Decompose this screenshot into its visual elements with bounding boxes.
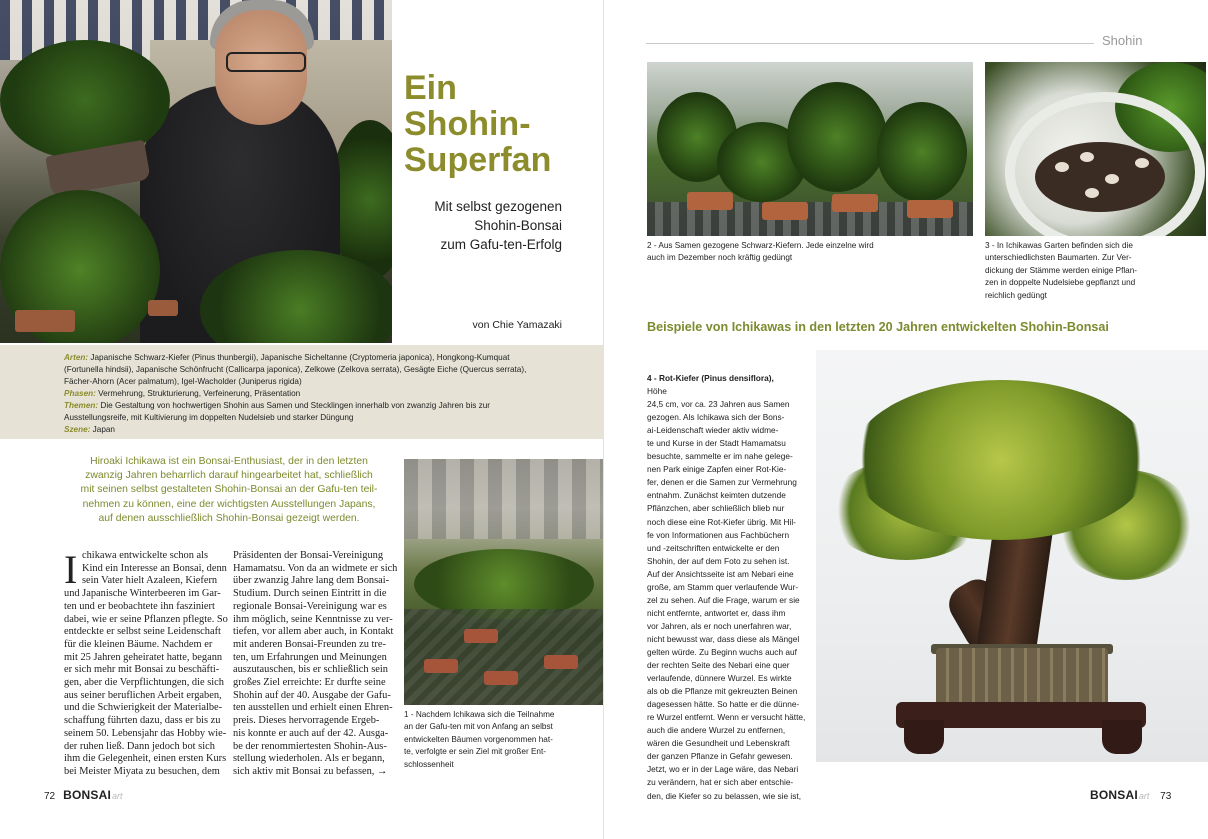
body-line: dabei, wie er seine Pflanzen pflegte. So (64, 613, 228, 625)
body-line: chikawa entwickelte schon als (82, 550, 209, 561)
author-byline: von Chie Yamazaki (472, 319, 562, 331)
page-number-right: 73 (1160, 791, 1172, 802)
body-line: als ob die Pflanze mit gekreuzten Beinen (647, 686, 798, 697)
body-column-2 (233, 550, 398, 779)
info-arten-text: Japanische Schwarz-Kiefer (Pinus thunbergii), Japanische Sicheltanne (Cryptomeria japonica), Hongkong-Kumquat (Fortunella hindsii), Japanische Schönfrucht (Callicarpa japonica), Zelkowe (Zelkova serrata), Gesägte Eiche (Quercus serrata), Fächer-Ahorn (Acer palmatum), Igel-Wacholder (Juniperus rigida) (64, 353, 527, 386)
info-szene-text: Japan (92, 425, 115, 434)
footer-left (44, 788, 123, 802)
body-line: nicht entfernte, antwortet er, dass ihm (647, 607, 786, 618)
caption-line: te, verfolgte er sein Ziel mit großer Ent- (404, 747, 546, 757)
body-line: ihm möglich, seine Kenntnisse zu ver- (233, 613, 393, 625)
article-title (404, 70, 594, 178)
subtitle-line-2: Shohin-Bonsai (474, 218, 562, 233)
caption-line: an der Gafu-ten mit von Anfang an selbst (404, 722, 553, 732)
body-line: nen Park einige Zapfen einer Rot-Kie- (647, 464, 787, 475)
body-line: und -zeitschriften entwickelte er den (647, 542, 780, 553)
body-line: entdeckte er selbst seine Leidenschaft (64, 626, 221, 638)
body-line: mit anderen Bonsai-Freunden zu tre- (233, 638, 386, 650)
info-box (0, 345, 604, 439)
caption-3 (985, 240, 1206, 302)
body-line: wären die Gesundheit und Lebenskraft (647, 738, 790, 749)
body-line: gelten würde. Zu Beginn wuchs auch auf (647, 646, 797, 657)
title-line-1: Ein (404, 69, 457, 107)
info-themen (64, 400, 544, 424)
title-line-3: Superfan (404, 141, 552, 179)
body-line: te und Kurse in der Stadt Hamamatsu (647, 438, 786, 449)
body-line: zu verändern, hat er sich aber entschie- (647, 777, 794, 788)
body-line: Jetzt, wo er in der Lage wäre, das Nebari (647, 764, 799, 775)
body-line: seinem 50. Lebensjahr das Hobby wie- (64, 727, 227, 739)
body-line: zel zu sehen. Auf die Frage, warum er sie (647, 594, 800, 605)
photo-4-red-pine-bonsai (816, 350, 1208, 762)
caption-line: dickung der Stämme werden einige Pflan- (985, 265, 1138, 275)
body-line: preis. Dieses hervorragende Ergeb- (233, 715, 380, 727)
examples-heading: Beispiele von Ichikawas in den letzten 20 Jahren entwickelten Shohin-Bonsai (647, 320, 1109, 334)
body-line: der ruhen ließ. Dann jedoch bot sich (64, 740, 215, 752)
bonsai-art-logo: BONSAI (1090, 788, 1138, 802)
body-line: schaffung führten dazu, dass er bis zu (64, 715, 221, 727)
body-line: sich aktiv mit Bonsai zu befassen, → (233, 765, 388, 777)
intro-paragraph (64, 455, 394, 526)
photo-1-garden-benches (404, 459, 604, 705)
body-line: auch die andere Wurzel zu entfernen, (647, 725, 786, 736)
info-phasen-text: Vermehrung, Strukturierung, Verfeinerung, Präsentation (98, 389, 301, 398)
article-subtitle (404, 197, 562, 254)
body-line: besuchte, sammelte er im nahe gelege- (647, 451, 793, 462)
intro-line: zwanzig Jahren beharrlich darauf hingearbeitet hat, schließlich (85, 470, 373, 482)
info-szene (64, 424, 544, 436)
body-line: er sich mehr mit Bonsai zu beschäfti- (64, 664, 220, 676)
body-line: Shohin, der auf dem Foto zu sehen ist. (647, 555, 790, 566)
page-number-left: 72 (44, 791, 56, 802)
body-line: ihm die Gelegenheit, einen ersten Kurs (64, 753, 227, 765)
photo-2-black-pine-seedlings (647, 62, 973, 236)
body-line: der ganzen Pflanze in Gefahr gewesen. (647, 751, 793, 762)
intro-line: auf denen ausschließlich Shohin-Bonsai gezeigt werden. (98, 512, 360, 524)
body-line: gezogen. Als Ichikawa sich der Bons- (647, 412, 785, 423)
info-arten-label: Arten: (64, 353, 89, 362)
intro-line: mit seinen selbst gestalteten Shohin-Bonsai an der Gafu-ten teil- (80, 484, 378, 496)
body-line: Shohin auf der 40. Ausgabe der Gafu- (233, 689, 391, 701)
body-line: noch diese eine Rot-Kiefer übrig. Mit Hil- (647, 516, 796, 527)
caption-line: 1 - Nachdem Ichikawa sich die Teilnahme (404, 710, 555, 719)
caption-line: 2 - Aus Samen gezogene Schwarz-Kiefern. Jede einzelne wird (647, 241, 874, 250)
body-line: ai-Leidenschaft wieder aktiv widme- (647, 425, 779, 436)
caption-1 (404, 709, 604, 771)
info-arten (64, 352, 544, 388)
caption-line: reichlich gedüngt (985, 290, 1047, 300)
body-line: re Wurzel entfernt. Wenn er versucht hätte, (647, 712, 806, 723)
body-line: verlaufende, dünnere Wurzel. Es wirkte (647, 673, 792, 684)
intro-line: nehmen zu können, eine der wichtigsten Ausstellungen Japans, (82, 498, 376, 510)
body-line (647, 372, 807, 398)
body-line: dagesessen hätte. So hatte er die dünne- (647, 699, 800, 710)
photo-3-colander-planting (985, 62, 1206, 236)
body-line: Pflänzchen, aber schließlich blieb nur (647, 503, 785, 514)
info-phasen (64, 388, 544, 400)
caption-line: schlossenheit (404, 759, 454, 769)
body-line: Kind ein Interesse an Bonsai, denn (82, 562, 227, 574)
photo-4-description (647, 372, 807, 803)
body-line: für die kleinen Bäume. Nachdem er (64, 638, 213, 650)
body-line: gen, aber die Verpflichtungen, die sich (64, 677, 224, 689)
body-line: ten, um Erfahrungen und Meinungen (233, 651, 387, 663)
body-column-1 (64, 547, 228, 779)
info-themen-label: Themen: (64, 401, 99, 410)
body-line: über zwanzig Jahre lang dem Bonsai- (233, 575, 390, 587)
section-label: Shohin (1102, 33, 1143, 48)
body-line: ten und er beobachtete ihn fasziniert (64, 600, 215, 612)
body-line-rest: Höhe (647, 386, 667, 397)
body-line: und Japanische Winterbeeren im Gar- (64, 588, 221, 600)
logo-suffix: art (1138, 791, 1150, 801)
info-szene-label: Szene: (64, 425, 91, 434)
subtitle-line-3: zum Gafu-ten-Erfolg (440, 237, 562, 252)
body-line: regionale Bonsai-Vereinigung war es (233, 600, 387, 612)
species-label: 4 - Rot-Kiefer (Pinus densiflora), (647, 373, 774, 383)
body-line: stellung wiederholen. Als er begann, (233, 753, 385, 765)
body-line: be der renommiertesten Shohin-Aus- (233, 740, 387, 752)
body-line: und die Schwierigkeit der Materialbe- (64, 702, 223, 714)
drop-cap: I (64, 547, 78, 592)
right-page (604, 0, 1208, 839)
caption-line: zen in doppelte Nudelsiebe gepflanzt und (985, 278, 1136, 288)
body-line: Auf der Ansichtsseite ist am Nebari eine (647, 568, 794, 579)
info-phasen-label: Phasen: (64, 389, 96, 398)
body-line: vor Jahren, als er noch unerfahren war, (647, 620, 792, 631)
body-line: mit 25 Jahren geheiratet hatte, begann (64, 651, 223, 663)
body-line: ten ausstellen und erhielt einen Ehren- (233, 702, 393, 714)
title-line-2: Shohin- (404, 105, 531, 143)
body-line: nis konnte er auch auf der 42. Ausga- (233, 727, 389, 739)
caption-line: 3 - In Ichikawas Garten befinden sich die (985, 241, 1133, 250)
footer-right (1090, 788, 1171, 802)
body-line: fer, denen er die Samen zur Vermehrung (647, 477, 797, 488)
body-line: tiefen, vor allem aber auch, in Kontakt (233, 626, 394, 638)
caption-2 (647, 240, 973, 265)
caption-line: unterschiedlichsten Baumarten. Zur Ver- (985, 253, 1132, 263)
body-line: den, die Kiefer so zu belassen, wie sie ist, (647, 790, 802, 801)
body-line: aus seiner beruflichen Arbeit ergaben, (64, 689, 222, 701)
body-line: große, am Stamm quer verlaufende Wur- (647, 581, 799, 592)
subtitle-line-1: Mit selbst gezogenen (434, 199, 562, 214)
body-line: sein Vater hielt Azaleen, Kiefern (82, 575, 218, 587)
body-line: bei Meister Miyata zu besuchen, dem (64, 765, 220, 777)
caption-line: auch im Dezember noch kräftig gedüngt (647, 253, 793, 263)
body-line: Hamamatsu. Von da an widmete er sich (233, 562, 398, 574)
body-line: fe von Informationen aus Fachbüchern (647, 529, 790, 540)
body-line: Studium. Durch seinen Eintritt in die (233, 588, 387, 600)
bonsai-art-logo: BONSAI (63, 788, 111, 802)
caption-line: entwickelten Bäumen vorgenommen hat- (404, 734, 553, 744)
logo-suffix: art (112, 791, 123, 801)
info-themen-text: Die Gestaltung von hochwertigen Shohin aus Samen und Stecklingen innerhalb von zwanzig Jahren bis zur Ausstellungsreife, mit Kultivierung im doppelten Nudelsieb und starker Düngung (64, 401, 491, 422)
header-rule (646, 43, 1094, 44)
body-line: Präsidenten der Bonsai-Vereinigung (233, 550, 384, 561)
body-line: nicht bewusst war, dass diese als Mängel (647, 633, 800, 644)
body-line: der rechten Seite des Nebari eine quer (647, 660, 790, 671)
hero-photo-bonsai-fan (0, 0, 392, 343)
intro-line: Hiroaki Ichikawa ist ein Bonsai-Enthusiast, der in den letzten (90, 456, 368, 467)
body-line: 24,5 cm, vor ca. 23 Jahren aus Samen (647, 399, 790, 410)
body-line: auszutauschen, bis er schließlich sein (233, 664, 388, 676)
body-line: großes Ziel erreichte: Er durfte seine (233, 677, 386, 689)
body-line: entnahm. Zunächst keimten dutzende (647, 490, 786, 501)
